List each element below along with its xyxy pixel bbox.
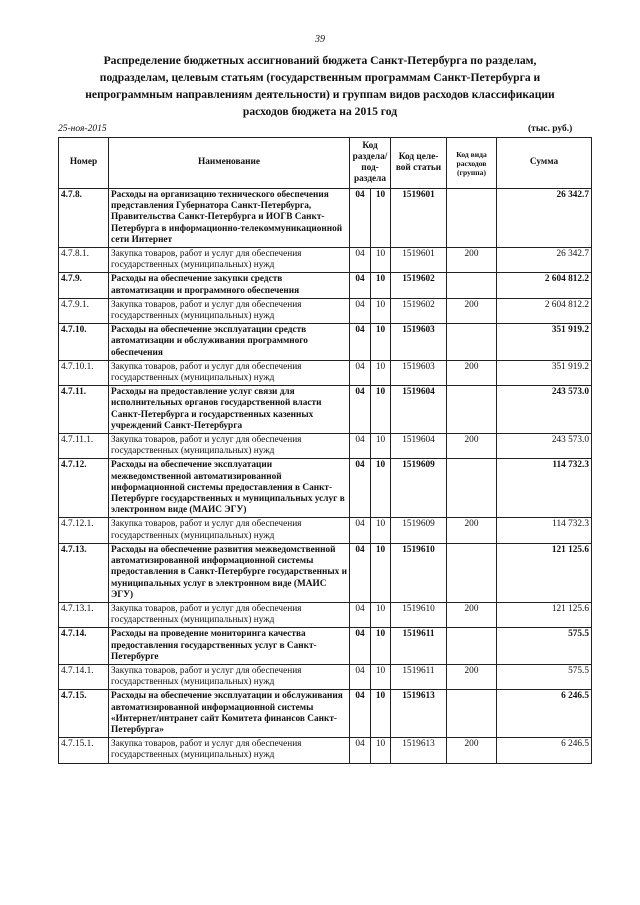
header-expense-type-code: Код вида расходов (группа) [447,138,497,189]
row-article: 1519604 [391,386,447,434]
row-name: Расходы на обеспечение эксплуатации межведомственной автоматизированной информационной системы предоставления в Санкт-Петербурге государственных и муниципальных услуг в электронном виде (МАИС ЭГУ) [109,459,350,518]
row-number: 4.7.8. [59,189,109,248]
table-row [59,248,592,273]
row-number: 4.7.9. [59,273,109,298]
row-expense-type [447,386,497,434]
row-subsection: 10 [371,518,391,543]
row-subsection: 10 [371,459,391,518]
row-name: Расходы на проведение мониторинга качества предоставления государственных услуг в Санкт-Петербурге [109,628,350,665]
row-sum: 114 732.3 [497,518,592,543]
row-subsection: 10 [371,324,391,361]
row-name: Закупка товаров, работ и услуг для обеспечения государственных (муниципальных) нужд [109,360,350,385]
row-expense-type: 200 [447,664,497,689]
row-section: 04 [350,248,371,273]
row-section: 04 [350,628,371,665]
row-name: Закупка товаров, работ и услуг для обеспечения государственных (муниципальных) нужд [109,248,350,273]
table-row [59,386,592,434]
row-name: Закупка товаров, работ и услуг для обеспечения государственных (муниципальных) нужд [109,518,350,543]
row-number: 4.7.12.1. [59,518,109,543]
row-expense-type: 200 [447,298,497,323]
table-row [59,602,592,627]
table-row [59,459,592,518]
row-name: Закупка товаров, работ и услуг для обеспечения государственных (муниципальных) нужд [109,434,350,459]
row-name: Расходы на обеспечение развития межведомственной автоматизированной информационной системы предоставления в Санкт-Петербурге государственных и муниципальных услуг в электронном виде (МАИС ЭГУ) [109,543,350,602]
row-subsection: 10 [371,298,391,323]
row-article: 1519613 [391,690,447,738]
row-number: 4.7.9.1. [59,298,109,323]
row-number: 4.7.11. [59,386,109,434]
table-row [59,628,592,665]
row-expense-type [447,459,497,518]
row-expense-type [447,273,497,298]
row-subsection: 10 [371,360,391,385]
row-article: 1519609 [391,518,447,543]
document-title [50,52,590,120]
table-row [59,664,592,689]
table-row [59,324,592,361]
row-number: 4.7.13.1. [59,602,109,627]
row-section: 04 [350,273,371,298]
row-article: 1519603 [391,360,447,385]
row-name: Расходы на предоставление услуг связи для исполнительных органов государственной власти Санкт-Петербурга и государственных казенных учреждений Санкт-Петербурга [109,386,350,434]
row-sum: 6 246.5 [497,738,592,763]
row-article: 1519611 [391,664,447,689]
row-sum: 26 342.7 [497,248,592,273]
row-subsection: 10 [371,386,391,434]
row-subsection: 10 [371,664,391,689]
row-subsection: 10 [371,543,391,602]
row-expense-type [447,324,497,361]
row-expense-type: 200 [447,434,497,459]
table-row [59,518,592,543]
row-section: 04 [350,298,371,323]
row-article: 1519602 [391,298,447,323]
header-section-code: Код раздела/ под- раздела [350,138,391,189]
header-article-code: Код целе- вой статьи [391,138,447,189]
row-sum: 575.5 [497,628,592,665]
row-article: 1519604 [391,434,447,459]
row-sum: 243 573.0 [497,434,592,459]
table-row [59,543,592,602]
row-sum: 2 604 812.2 [497,298,592,323]
title-line: расходов бюджета на 2015 год [242,105,398,118]
row-sum: 26 342.7 [497,189,592,248]
row-name: Расходы на обеспечение эксплуатации и обслуживания автоматизированной информационной системы «Интернет/интранет сайт Комитета финансов Санкт-Петербурга» [109,690,350,738]
row-section: 04 [350,459,371,518]
row-expense-type [447,189,497,248]
row-expense-type: 200 [447,360,497,385]
row-sum: 575.5 [497,664,592,689]
header-name: Наименование [109,138,350,189]
row-section: 04 [350,360,371,385]
row-expense-type: 200 [447,738,497,763]
row-section: 04 [350,602,371,627]
row-sum: 121 125.6 [497,602,592,627]
row-article: 1519601 [391,189,447,248]
row-expense-type: 200 [447,248,497,273]
row-number: 4.7.15.1. [59,738,109,763]
table-row [59,434,592,459]
row-name: Закупка товаров, работ и услуг для обеспечения государственных (муниципальных) нужд [109,602,350,627]
row-number: 4.7.13. [59,543,109,602]
row-article: 1519609 [391,459,447,518]
row-subsection: 10 [371,273,391,298]
row-subsection: 10 [371,248,391,273]
table-row [59,298,592,323]
title-line: подразделам, целевым статьям (государственным программам Санкт-Петербурга и [99,71,541,84]
row-name: Закупка товаров, работ и услуг для обеспечения государственных (муниципальных) нужд [109,664,350,689]
table-row [59,360,592,385]
row-name: Закупка товаров, работ и услуг для обеспечения государственных (муниципальных) нужд [109,298,350,323]
row-subsection: 10 [371,434,391,459]
units-label: (тыс. руб.) [528,124,573,134]
table-row [59,738,592,763]
row-expense-type [447,543,497,602]
row-sum: 121 125.6 [497,543,592,602]
row-subsection: 10 [371,738,391,763]
row-number: 4.7.14. [59,628,109,665]
row-section: 04 [350,664,371,689]
header-number: Номер [59,138,109,189]
row-article: 1519610 [391,543,447,602]
row-article: 1519613 [391,738,447,763]
table-body [59,189,592,764]
row-sum: 6 246.5 [497,690,592,738]
row-sum: 2 604 812.2 [497,273,592,298]
row-number: 4.7.10.1. [59,360,109,385]
row-section: 04 [350,543,371,602]
title-line: непрограммным направлениям деятельности) и группам видов расходов классификации [85,88,555,101]
header-sum: Сумма [497,138,592,189]
row-expense-type: 200 [447,518,497,543]
table-row [59,189,592,248]
table-header-row [59,138,592,189]
row-name: Расходы на обеспечение эксплуатации средств автоматизации и обслуживания программного обеспечения [109,324,350,361]
row-subsection: 10 [371,690,391,738]
row-number: 4.7.8.1. [59,248,109,273]
row-name: Расходы на организацию технического обеспечения представления Губернатора Санкт-Петербурга, Правительства Санкт-Петербурга и ИОГВ Санкт-Петербурга в информационно-телекоммуникационной сети Интернет [109,189,350,248]
row-number: 4.7.15. [59,690,109,738]
row-sum: 243 573.0 [497,386,592,434]
row-article: 1519610 [391,602,447,627]
row-number: 4.7.12. [59,459,109,518]
row-section: 04 [350,386,371,434]
row-expense-type: 200 [447,602,497,627]
table-row [59,690,592,738]
row-article: 1519603 [391,324,447,361]
row-name: Расходы на обеспечение закупки средств автоматизации и программного обеспечения [109,273,350,298]
row-number: 4.7.10. [59,324,109,361]
row-number: 4.7.11.1. [59,434,109,459]
row-number: 4.7.14.1. [59,664,109,689]
row-article: 1519601 [391,248,447,273]
row-subsection: 10 [371,189,391,248]
row-section: 04 [350,434,371,459]
row-subsection: 10 [371,602,391,627]
table-row [59,273,592,298]
row-article: 1519602 [391,273,447,298]
row-section: 04 [350,189,371,248]
title-line: Распределение бюджетных ассигнований бюджета Санкт-Петербурга по разделам, [103,54,537,67]
row-name: Закупка товаров, работ и услуг для обеспечения государственных (муниципальных) нужд [109,738,350,763]
row-section: 04 [350,690,371,738]
row-subsection: 10 [371,628,391,665]
budget-table [58,137,592,764]
row-sum: 351 919.2 [497,360,592,385]
row-expense-type [447,628,497,665]
row-section: 04 [350,738,371,763]
row-expense-type [447,690,497,738]
row-sum: 114 732.3 [497,459,592,518]
row-article: 1519611 [391,628,447,665]
document-date: 25-ноя-2015 [58,124,107,134]
row-section: 04 [350,324,371,361]
page-number: 39 [315,34,325,45]
row-sum: 351 919.2 [497,324,592,361]
row-section: 04 [350,518,371,543]
